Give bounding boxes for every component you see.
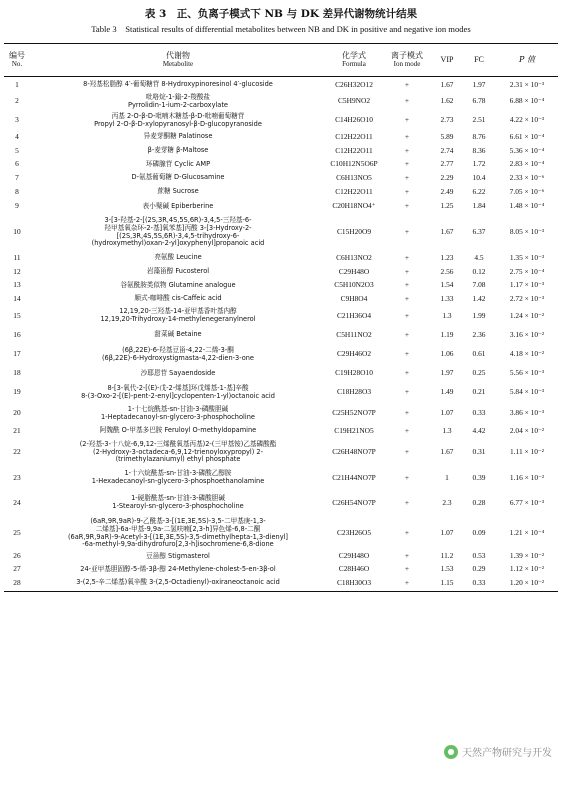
cell-ion: + bbox=[404, 551, 410, 561]
cell-no: 23 bbox=[13, 472, 21, 482]
metabolite-line: 8-羟基松脂醇 4′-葡萄糖苷 8-Hydroxypinoresinol 4′-glucoside bbox=[83, 80, 273, 89]
cell-no: 27 bbox=[13, 564, 21, 574]
metabolite-line: 1-十七烷酰基-sn-甘油-3-磷酸胆碱 bbox=[127, 404, 229, 413]
cell-no: 3 bbox=[15, 115, 19, 125]
cell-fc: 7.08 bbox=[472, 280, 486, 290]
metabolite-line: 阿魏酰 O-甲基多巴胺 Feruloyl O-methyldopamine bbox=[99, 426, 257, 435]
cell-p: 6.88 × 10⁻⁴ bbox=[509, 96, 545, 106]
cell-formula: C5H9NO2 bbox=[337, 96, 371, 106]
cell-fc: 8.76 bbox=[472, 131, 486, 141]
cell-p: 2.31 × 10⁻³ bbox=[509, 79, 545, 89]
cell-formula: C18H30O3 bbox=[336, 577, 372, 587]
cell-ion: + bbox=[404, 472, 410, 482]
cell-no: 7 bbox=[15, 172, 19, 182]
cell-vip: 1 bbox=[445, 472, 449, 482]
cell-metabolite bbox=[30, 279, 326, 292]
cell-p: 1.17 × 10⁻³ bbox=[509, 280, 545, 290]
cell-no: 25 bbox=[13, 528, 21, 538]
metabolite-line: 亮氨酸 Leucine bbox=[154, 253, 202, 262]
cell-fc: 0.33 bbox=[472, 577, 486, 587]
metabolite-line: 甜菜碱 Betaine bbox=[154, 330, 202, 339]
cell-vip: 2.29 bbox=[440, 172, 454, 182]
table-title-zh: 表 3 正、负离子模式下 NB 与 DK 差异代谢物统计结果 bbox=[144, 8, 418, 20]
metabolite-line: (2-羟基-3-十八烷-6,9,12-三烯酰氧基丙基)2-(三甲基铵)乙基磷酸酯 bbox=[79, 439, 277, 448]
cell-formula: C14H26O10 bbox=[335, 115, 373, 125]
metabolite-line: 1-Hexadecanoyl-sn-glycero-3-phosphoethanolamine bbox=[91, 477, 265, 485]
cell-vip: 1.06 bbox=[440, 349, 454, 359]
cell-ion: + bbox=[404, 310, 410, 320]
cell-metabolite bbox=[30, 467, 326, 489]
cell-vip: 1.07 bbox=[440, 408, 454, 418]
metabolite-line: Propyl 2-O-β-D-xylopyranosyl-β-D-glucopyranoside bbox=[94, 119, 262, 128]
cell-formula: C26H54NO7P bbox=[332, 497, 376, 507]
cell-p: 6.61 × 10⁻⁴ bbox=[509, 131, 545, 141]
cell-formula: C29H46O2 bbox=[336, 349, 372, 359]
cell-p: 1.20 × 10⁻² bbox=[509, 577, 545, 587]
cell-formula: C26H32O12 bbox=[335, 79, 373, 89]
cell-formula: C21H44NO7P bbox=[332, 472, 376, 482]
cell-no: 21 bbox=[13, 425, 21, 435]
cell-fc: 1.99 bbox=[472, 310, 486, 320]
cell-ion: + bbox=[404, 349, 410, 359]
metabolite-line: 环磷腺苷 Cyclic AMP bbox=[145, 159, 211, 168]
cell-vip: 1.67 bbox=[440, 79, 454, 89]
metabolite-line: (hydroxymethyl)oxan-2-yl]oxyphenyl]propanoic acid bbox=[91, 239, 265, 248]
table-row bbox=[4, 344, 558, 365]
cell-ion: + bbox=[404, 368, 410, 378]
cell-p: 3.86 × 10⁻³ bbox=[509, 408, 545, 418]
cell-ion: + bbox=[404, 145, 410, 155]
cell-fc: 0.33 bbox=[472, 408, 486, 418]
top-rule bbox=[4, 43, 558, 44]
metabolite-line: Pyrrolidin-1-ium-2-carboxylate bbox=[128, 100, 228, 109]
cell-p: 5.56 × 10⁻³ bbox=[509, 368, 545, 378]
metabolite-line: β-麦芽糖 β-Maltose bbox=[147, 146, 209, 155]
cell-no: 16 bbox=[13, 329, 21, 339]
header-rule bbox=[4, 76, 558, 77]
cell-formula: C15H20O9 bbox=[336, 227, 372, 237]
cell-ion: + bbox=[404, 577, 410, 587]
cell-no: 15 bbox=[13, 310, 21, 320]
bottom-rule bbox=[4, 591, 558, 592]
cell-formula: C12H22O11 bbox=[335, 186, 373, 196]
cell-formula: C20H18NO4⁺ bbox=[332, 201, 376, 211]
metabolite-line: -6a-methyl-9,9a-dihydrofuro[2,3-h]isochromene-6,8-dione bbox=[82, 540, 274, 549]
cell-ion: + bbox=[404, 96, 410, 106]
cell-no: 24 bbox=[13, 497, 21, 507]
metabolite-line: 8-[3-氧代-2-[(E)-戊-2-烯基]环戊烯基-1-基]辛酸 bbox=[107, 383, 249, 392]
cell-ion: + bbox=[404, 115, 410, 125]
cell-vip: 1.33 bbox=[440, 293, 454, 303]
cell-formula: C29H48O bbox=[338, 266, 370, 276]
cell-p: 5.36 × 10⁻⁴ bbox=[509, 145, 545, 155]
cell-no: 18 bbox=[13, 368, 21, 378]
cell-p: 1.21 × 10⁻⁴ bbox=[509, 528, 545, 538]
cell-formula: C18H28O3 bbox=[336, 387, 372, 397]
watermark-text: 天然产物研究与开发 bbox=[462, 748, 552, 759]
table-row bbox=[4, 365, 558, 382]
cell-formula: C28H46O bbox=[338, 564, 370, 574]
cell-formula: C23H26O5 bbox=[336, 528, 372, 538]
cell-metabolite bbox=[30, 111, 326, 130]
metabolite-line: 豆甾醇 Stigmasterol bbox=[146, 551, 210, 560]
table-row bbox=[4, 251, 558, 265]
metabolite-line: 二烯基]-6a-甲基-9,9a-二氢呋喃[2,3-h]异色烯-6,8-二酮 bbox=[95, 524, 261, 533]
cell-no: 14 bbox=[13, 293, 21, 303]
cell-no: 13 bbox=[13, 280, 21, 290]
metabolite-line: 丙基 2-O-β-D-吡喃木糖基-β-D-吡喃葡萄糖苷 bbox=[111, 111, 245, 120]
header-ion-mode bbox=[382, 46, 432, 74]
table-row bbox=[4, 489, 558, 517]
cell-vip: 2.3 bbox=[442, 497, 452, 507]
table-row bbox=[4, 78, 558, 92]
cell-metabolite bbox=[30, 424, 326, 438]
cell-p: 1.35 × 10⁻³ bbox=[509, 252, 545, 262]
cell-p: 3.16 × 10⁻² bbox=[509, 329, 545, 339]
cell-formula: C10H12N5O6P bbox=[330, 159, 378, 169]
metabolite-line: 顺式-咖啡酸 cis-Caffeic acid bbox=[134, 294, 222, 303]
cell-metabolite bbox=[30, 292, 326, 306]
table-row bbox=[4, 382, 558, 403]
cell-p: 1.16 × 10⁻² bbox=[509, 472, 545, 482]
cell-metabolite bbox=[30, 78, 326, 92]
cell-formula: C6H13NO5 bbox=[336, 172, 372, 182]
cell-vip: 1.25 bbox=[440, 201, 454, 211]
table-row bbox=[4, 306, 558, 326]
cell-ion: + bbox=[404, 329, 410, 339]
metabolite-line: 3-[3-羟基-2-[(2S,3R,4S,5S,6R)-3,4,5-三羟基-6- bbox=[104, 215, 252, 224]
cell-vip: 2.74 bbox=[440, 145, 454, 155]
table-row bbox=[4, 403, 558, 424]
table-row bbox=[4, 111, 558, 130]
table-row bbox=[4, 279, 558, 292]
cell-no: 22 bbox=[13, 447, 21, 457]
cell-ion: + bbox=[404, 266, 410, 276]
cell-fc: 0.12 bbox=[472, 266, 486, 276]
header-no bbox=[4, 46, 30, 74]
cell-metabolite bbox=[30, 265, 326, 279]
header-formula-en: Formula bbox=[342, 59, 366, 68]
cell-p: 2.75 × 10⁻⁴ bbox=[509, 266, 545, 276]
cell-fc: 0.29 bbox=[472, 564, 486, 574]
cell-vip: 1.67 bbox=[440, 227, 454, 237]
metabolite-line: (2-Hydroxy-3-octadeca-6,9,12-trienoyloxypropyl) 2- bbox=[93, 447, 263, 456]
cell-formula: C19H28O10 bbox=[335, 368, 373, 378]
cell-p: 4.22 × 10⁻³ bbox=[509, 115, 545, 125]
cell-no: 20 bbox=[13, 408, 21, 418]
header-metabolite bbox=[30, 46, 326, 74]
cell-vip: 2.73 bbox=[440, 115, 454, 125]
cell-metabolite bbox=[30, 382, 326, 403]
table-row bbox=[4, 576, 558, 590]
table-row bbox=[4, 92, 558, 111]
cell-metabolite bbox=[30, 344, 326, 365]
table-row bbox=[4, 214, 558, 251]
table-row bbox=[4, 438, 558, 467]
cell-fc: 0.09 bbox=[472, 528, 486, 538]
cell-metabolite bbox=[30, 158, 326, 171]
metabolite-line: (6β,22E)-6-Hydroxystigmasta-4,22-dien-3-one bbox=[101, 353, 254, 362]
cell-metabolite bbox=[30, 171, 326, 185]
cell-no: 28 bbox=[13, 577, 21, 587]
cell-fc: 1.84 bbox=[472, 201, 486, 211]
metabolite-line: (6aR,9R,9aR)-9-Acetyl-3-[(1E,3E,5S)-3,5-dimethylhepta-1,3-dienyl] bbox=[67, 532, 288, 541]
metabolite-line: 1-Stearoyl-sn-glycero-3-phosphocholine bbox=[112, 502, 244, 510]
cell-no: 8 bbox=[15, 186, 19, 196]
cell-p: 1.24 × 10⁻² bbox=[509, 310, 545, 320]
table-row bbox=[4, 144, 558, 158]
cell-p: 2.72 × 10⁻³ bbox=[509, 293, 545, 303]
cell-metabolite bbox=[30, 517, 326, 550]
cell-metabolite bbox=[30, 563, 326, 576]
cell-formula: C29H48O bbox=[338, 551, 370, 561]
cell-ion: + bbox=[404, 79, 410, 89]
cell-metabolite bbox=[30, 326, 326, 344]
cell-fc: 1.42 bbox=[472, 293, 486, 303]
cell-p: 1.48 × 10⁻⁴ bbox=[509, 201, 545, 211]
cell-fc: 8.36 bbox=[472, 145, 486, 155]
cell-vip: 1.15 bbox=[440, 577, 454, 587]
metabolite-line: 8-(3-Oxo-2-[(E)-pent-2-enyl]cyclopenten-1-yl)octanoic acid bbox=[81, 391, 275, 400]
cell-no: 26 bbox=[13, 551, 21, 561]
cell-formula: C19H21NO5 bbox=[334, 425, 374, 435]
cell-fc: 0.39 bbox=[472, 472, 486, 482]
cell-formula: C25H52NO7P bbox=[332, 408, 376, 418]
table-row bbox=[4, 517, 558, 550]
cell-metabolite bbox=[30, 199, 326, 214]
header-metabolite-zh: 代谢物 bbox=[166, 50, 190, 60]
cell-formula: C21H36O4 bbox=[336, 310, 372, 320]
cell-ion: + bbox=[404, 564, 410, 574]
cell-metabolite bbox=[30, 306, 326, 326]
cell-p: 5.84 × 10⁻³ bbox=[509, 387, 545, 397]
cell-no: 12 bbox=[13, 266, 21, 276]
table-row bbox=[4, 550, 558, 563]
cell-no: 4 bbox=[15, 131, 19, 141]
table-row bbox=[4, 292, 558, 306]
header-vip: VIP bbox=[440, 54, 454, 64]
cell-ion: + bbox=[404, 447, 410, 457]
metabolite-line: 12,19,20-Trihydroxy-14-methylenegeranylnerol bbox=[100, 315, 256, 323]
cell-vip: 1.07 bbox=[440, 528, 454, 538]
cell-ion: + bbox=[404, 159, 410, 169]
cell-metabolite bbox=[30, 489, 326, 517]
cell-no: 19 bbox=[13, 387, 21, 397]
metabolite-line: 表小檗碱 Epiberberine bbox=[142, 201, 214, 210]
table-row bbox=[4, 265, 558, 279]
metabolite-line: 羟甲基氧杂环-2-基]氧苯基]丙酸 3-[3-Hydroxy-2- bbox=[104, 223, 252, 232]
cell-fc: 0.21 bbox=[472, 387, 486, 397]
cell-p: 1.12 × 10⁻² bbox=[509, 564, 545, 574]
header-p-value: P 值 bbox=[519, 54, 535, 64]
cell-vip: 1.49 bbox=[440, 387, 454, 397]
header-formula-zh: 化学式 bbox=[342, 50, 366, 60]
cell-fc: 0.61 bbox=[472, 349, 486, 359]
metabolite-line: 24-亚甲基胆固醇-5-烯-3β-醇 24-Methylene-cholest-5-en-3β-ol bbox=[80, 564, 276, 573]
cell-vip: 2.49 bbox=[440, 186, 454, 196]
header-ion-en: Ion mode bbox=[393, 59, 421, 68]
cell-vip: 1.3 bbox=[442, 310, 452, 320]
metabolite-line: (trimethylazaniumyl) ethyl phosphate bbox=[115, 455, 241, 464]
cell-metabolite bbox=[30, 144, 326, 158]
cell-formula: C6H13NO2 bbox=[336, 252, 372, 262]
cell-ion: + bbox=[404, 280, 410, 290]
cell-fc: 1.97 bbox=[472, 79, 486, 89]
table-row bbox=[4, 185, 558, 199]
metabolite-line: 1-Heptadecanoyl-sn-glycero-3-phosphocholine bbox=[101, 412, 255, 421]
header-formula bbox=[326, 46, 382, 74]
cell-no: 1 bbox=[15, 79, 19, 89]
cell-metabolite bbox=[30, 214, 326, 251]
table-row bbox=[4, 199, 558, 214]
cell-fc: 4.5 bbox=[474, 252, 484, 262]
cell-p: 4.18 × 10⁻² bbox=[509, 349, 545, 359]
cell-p: 8.05 × 10⁻³ bbox=[509, 227, 545, 237]
table-row bbox=[4, 563, 558, 576]
cell-no: 11 bbox=[13, 252, 21, 262]
cell-fc: 0.25 bbox=[472, 368, 486, 378]
cell-metabolite bbox=[30, 550, 326, 563]
cell-vip: 1.62 bbox=[440, 96, 454, 106]
cell-ion: + bbox=[404, 408, 410, 418]
cell-formula: C12H22O11 bbox=[335, 145, 373, 155]
cell-ion: + bbox=[404, 387, 410, 397]
cell-fc: 6.22 bbox=[472, 186, 486, 196]
metabolite-line: 3-(2,5-辛二烯基)氧辛酸 3-(2,5-Octadienyl)-oxiraneoctanoic acid bbox=[76, 578, 280, 587]
cell-p: 2.04 × 10⁻² bbox=[509, 425, 545, 435]
cell-metabolite bbox=[30, 438, 326, 467]
metabolite-line: 吡咯烷-1-鎓-2-羧酸盐 bbox=[145, 92, 211, 101]
metabolite-line: (6aR,9R,9aR)-9-乙酰基-3-[(1E,3E,5S)-3,5-二甲基庚-1,3- bbox=[90, 516, 266, 525]
cell-fc: 6.78 bbox=[472, 96, 486, 106]
cell-p: 2.83 × 10⁻⁴ bbox=[509, 159, 545, 169]
header-fc: FC bbox=[474, 54, 484, 64]
cell-ion: + bbox=[404, 201, 410, 211]
header-no-en: No. bbox=[11, 59, 23, 68]
metabolite-line: [(2S,3R,4S,5S,6R)-3,4,5-trihydroxy-6- bbox=[116, 231, 240, 240]
metabolite-line: 谷氨酰胺类似物 Glutamine analogue bbox=[120, 280, 236, 289]
cell-vip: 1.19 bbox=[440, 329, 454, 339]
cell-fc: 4.42 bbox=[472, 425, 486, 435]
cell-no: 10 bbox=[13, 227, 21, 237]
header-ion-zh: 离子模式 bbox=[391, 50, 423, 60]
metabolite-line: 沙耶恩苷 Sayaendoside bbox=[140, 368, 216, 377]
cell-vip: 1.54 bbox=[440, 280, 454, 290]
cell-metabolite bbox=[30, 403, 326, 424]
cell-ion: + bbox=[404, 528, 410, 538]
cell-p: 2.33 × 10⁻⁶ bbox=[509, 172, 545, 182]
metabolite-line: (6β,22E)-6-羟基豆甾-4,22-二烯-3-酮 bbox=[122, 345, 234, 354]
cell-vip: 1.3 bbox=[442, 425, 452, 435]
metabolite-line: 1-十六烷酰基-sn-甘油-3-磷酸乙醇胺 bbox=[124, 469, 232, 478]
metabolite-line: 1-硬脂酰基-sn-甘油-3-磷酸胆碱 bbox=[131, 494, 225, 503]
cell-p: 1.39 × 10⁻² bbox=[509, 551, 545, 561]
cell-no: 9 bbox=[15, 201, 19, 211]
cell-p: 6.77 × 10⁻³ bbox=[509, 497, 545, 507]
cell-metabolite bbox=[30, 251, 326, 265]
cell-ion: + bbox=[404, 293, 410, 303]
watermark bbox=[444, 744, 552, 759]
metabolite-line: 异麦芽酮糖 Palatinose bbox=[143, 132, 213, 141]
cell-vip: 5.89 bbox=[440, 131, 454, 141]
metabolite-line: D-氨基葡萄糖 D-Glucosamine bbox=[131, 173, 225, 182]
cell-metabolite bbox=[30, 92, 326, 111]
cell-vip: 1.53 bbox=[440, 564, 454, 574]
cell-ion: + bbox=[404, 186, 410, 196]
cell-metabolite bbox=[30, 365, 326, 382]
cell-vip: 2.56 bbox=[440, 266, 454, 276]
cell-fc: 2.51 bbox=[472, 115, 486, 125]
cell-p: 7.05 × 10⁻⁶ bbox=[509, 186, 545, 196]
table-row bbox=[4, 326, 558, 344]
cell-ion: + bbox=[404, 227, 410, 237]
metabolite-line: 岩藻甾醇 Fucosterol bbox=[146, 267, 210, 276]
table-title-en: Table 3 Statistical results of differential metabolites between NB and DK in positive and negative ion modes bbox=[91, 24, 471, 34]
cell-ion: + bbox=[404, 252, 410, 262]
cell-formula: C9H8O4 bbox=[340, 293, 368, 303]
cell-vip: 1.67 bbox=[440, 447, 454, 457]
cell-vip: 11.2 bbox=[440, 551, 454, 561]
wechat-icon: ● bbox=[444, 745, 458, 759]
cell-metabolite bbox=[30, 130, 326, 144]
cell-vip: 2.77 bbox=[440, 159, 454, 169]
cell-formula: C12H22O11 bbox=[335, 131, 373, 141]
cell-no: 2 bbox=[15, 96, 19, 106]
table-row bbox=[4, 424, 558, 438]
cell-vip: 1.23 bbox=[440, 252, 454, 262]
cell-fc: 6.37 bbox=[472, 227, 486, 237]
cell-ion: + bbox=[404, 131, 410, 141]
cell-formula: C26H48NO7P bbox=[332, 447, 376, 457]
cell-ion: + bbox=[404, 172, 410, 182]
cell-fc: 10.4 bbox=[472, 172, 486, 182]
cell-ion: + bbox=[404, 425, 410, 435]
cell-no: 17 bbox=[13, 349, 21, 359]
cell-metabolite bbox=[30, 185, 326, 199]
table-row bbox=[4, 158, 558, 171]
cell-fc: 1.72 bbox=[472, 159, 486, 169]
cell-formula: C5H10N2O3 bbox=[334, 280, 374, 290]
table-row bbox=[4, 467, 558, 489]
metabolite-line: 12,19,20-三羟基-14-亚甲基香叶基内醇 bbox=[119, 307, 237, 316]
cell-ion: + bbox=[404, 497, 410, 507]
header-no-zh: 编号 bbox=[9, 50, 25, 60]
cell-fc: 2.36 bbox=[472, 329, 486, 339]
cell-formula: C5H11NO2 bbox=[336, 329, 372, 339]
cell-no: 5 bbox=[15, 145, 19, 155]
cell-vip: 1.97 bbox=[440, 368, 454, 378]
table-header bbox=[4, 46, 558, 74]
cell-p: 1.11 × 10⁻² bbox=[509, 447, 545, 457]
cell-fc: 0.31 bbox=[472, 447, 486, 457]
table-row bbox=[4, 130, 558, 144]
cell-fc: 0.53 bbox=[472, 551, 486, 561]
cell-metabolite bbox=[30, 576, 326, 590]
header-metabolite-en: Metabolite bbox=[162, 59, 194, 68]
cell-fc: 0.28 bbox=[472, 497, 486, 507]
cell-no: 6 bbox=[15, 159, 19, 169]
metabolite-line: 蔗糖 Sucrose bbox=[157, 187, 199, 196]
table-row bbox=[4, 171, 558, 185]
